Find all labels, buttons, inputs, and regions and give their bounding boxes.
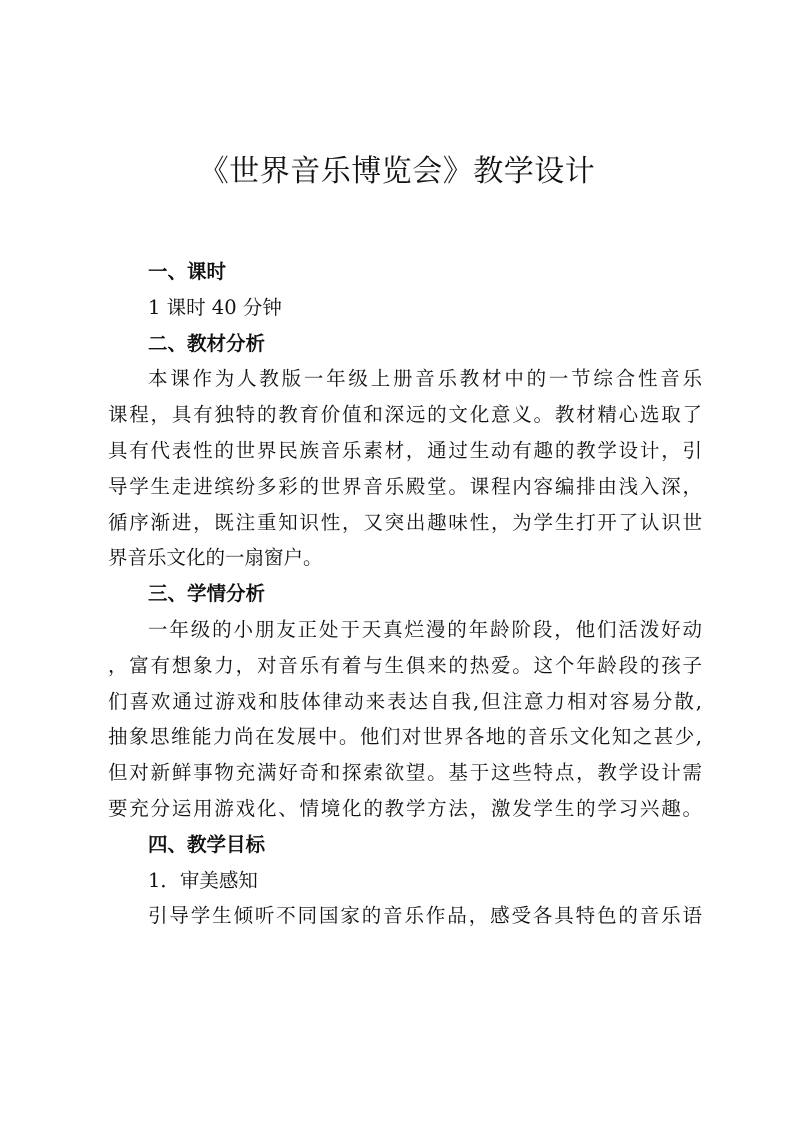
paragraph-line: 导学生走进缤纷多彩的世界音乐殿堂。课程内容编排由浅入深，	[108, 474, 702, 498]
subheading-aesthetic-perception: 1．审美感知	[148, 868, 258, 892]
paragraph-line: 抽象思维能力尚在发展中。他们对世界各地的音乐文化知之甚少,	[108, 725, 702, 749]
paragraph-line: 界音乐文化的一扇窗户。	[108, 546, 323, 570]
paragraph-line: 们喜欢通过游戏和肢体律动来表达自我,但注意力相对容易分散,	[108, 689, 702, 713]
section-heading-class-hours: 一、课时	[148, 260, 227, 283]
paragraph-line: 一年级的小朋友正处于天真烂漫的年龄阶段，他们活泼好动	[148, 617, 702, 641]
section-heading-textbook-analysis: 二、教材分析	[148, 331, 266, 355]
paragraph-line: 课程，具有独特的教育价值和深远的文化意义。教材精心选取了	[108, 403, 702, 427]
paragraph-line: 具有代表性的世界民族音乐素材，通过生动有趣的教学设计，引	[108, 438, 702, 462]
paragraph-line: 但对新鲜事物充满好奇和探索欲望。基于这些特点，教学设计需	[108, 761, 702, 785]
paragraph-line: 引导学生倾听不同国家的音乐作品，感受各具特色的音乐语	[148, 904, 702, 928]
document-title: 《世界音乐博览会》教学设计	[198, 154, 596, 189]
paragraph-line: 本课作为人教版一年级上册音乐教材中的一节综合性音乐	[148, 367, 702, 391]
paragraph-line: 要充分运用游戏化、情境化的教学方法，激发学生的学习兴趣。	[108, 796, 702, 820]
section-heading-teaching-objectives: 四、教学目标	[148, 832, 266, 856]
paragraph-line: ，富有想象力，对音乐有着与生俱来的热爱。这个年龄段的孩子	[108, 653, 702, 677]
document-body	[108, 254, 702, 934]
section-heading-student-analysis: 三、学情分析	[148, 582, 266, 606]
paragraph-line: 循序渐进，既注重知识性，又突出趣味性，为学生打开了认识世	[108, 510, 702, 534]
class-hours-text: 1 课时 40 分钟	[148, 295, 282, 319]
